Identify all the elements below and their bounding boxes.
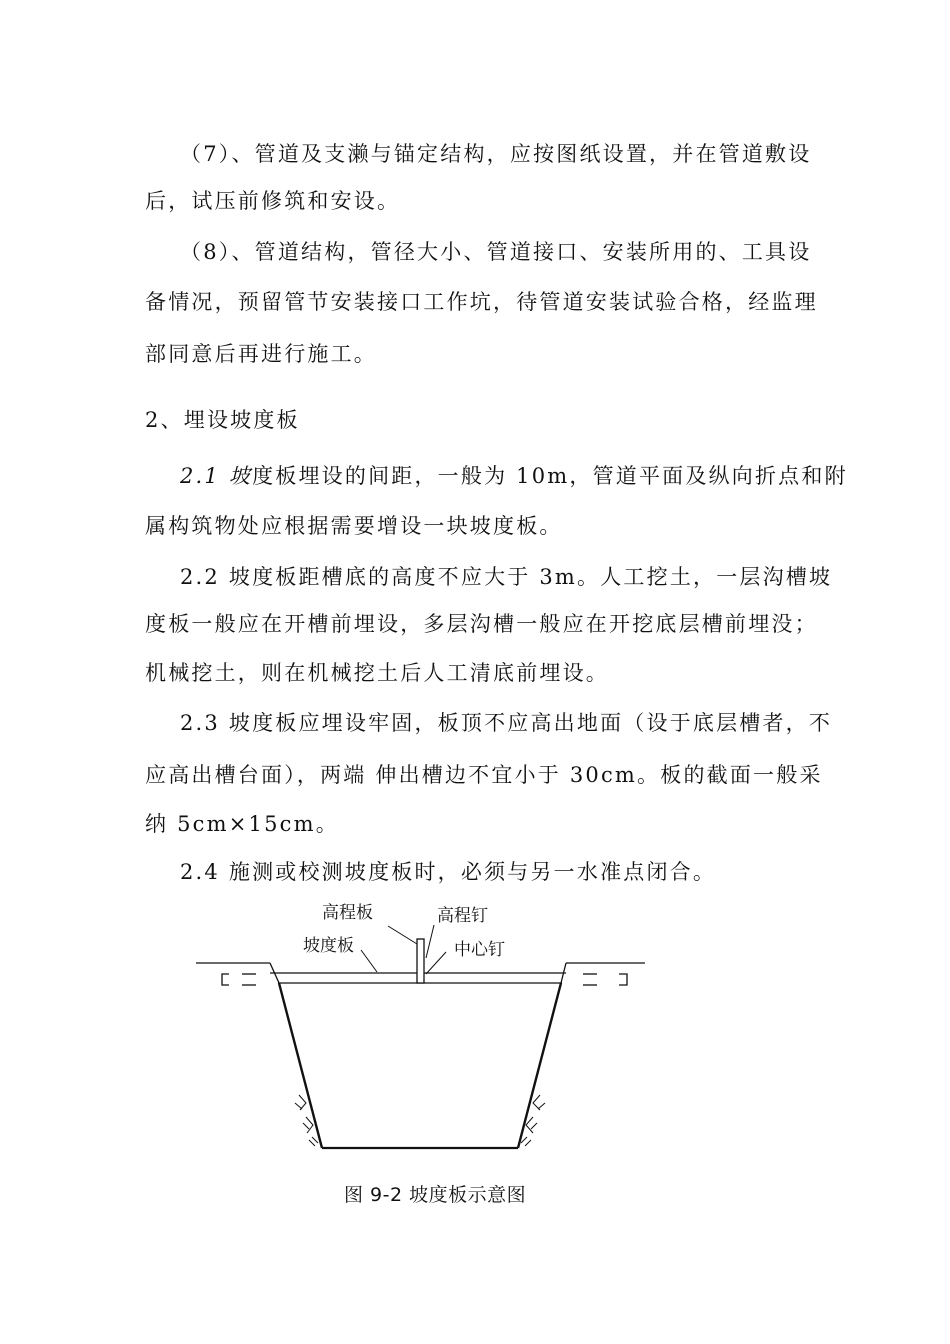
leader-elevation-board	[388, 926, 417, 944]
section-2-1-line-2: 属构筑物处应根据需要增设一块坡度板。	[145, 514, 563, 538]
left-bracket	[222, 974, 229, 985]
section-2-3-line-3: 纳 5cm×15cm。	[145, 812, 339, 836]
paragraph-8-line-2: 备情况，预留管节安装接口工作坑，待管道安装试验合格，经监理	[145, 290, 818, 314]
figure-caption: 图 9-2 坡度板示意图	[344, 1184, 527, 1206]
leader-elevation-nail	[426, 925, 434, 958]
section-2-2-line-3: 机械挖土，则在机械挖土后人工清底前埋设。	[145, 661, 609, 685]
label-center-nail: 中心钉	[454, 940, 505, 960]
section-2-1-prefix: 2.1 坡	[180, 464, 253, 488]
paragraph-7-line-1: （7）、管道及支濑与锚定结构，应按图纸设置，并在管道敷设	[180, 142, 812, 166]
section-2-2-line-2: 度板一般应在开槽前埋设，多层沟槽一般应在开挖底层槽前埋没；	[145, 612, 818, 636]
paragraph-8-line-3: 部同意后再进行施工。	[145, 342, 377, 366]
section-2-3-line-2: 应高出槽台面），两端 伸出槽边不宜小于 30cm。板的截面一般采	[145, 763, 823, 787]
section-2-3-line-1: 2.3 坡度板应埋设牢固，板顶不应高出地面（设于底层槽者，不	[180, 711, 833, 735]
leader-grade-board	[361, 950, 377, 972]
section-2-4-line-1: 2.4 施测或校测坡度板时，必须与另一水准点闭合。	[180, 860, 717, 884]
trench-right-wall	[518, 983, 561, 1148]
section-2-1-line-1-rest: 度板埋设的间距，一般为 10m，管道平面及纵向折点和附	[252, 464, 848, 488]
label-grade-board: 坡度板	[303, 936, 354, 956]
label-elevation-nail: 高程钉	[437, 906, 488, 926]
trench-left-wall	[279, 983, 322, 1148]
section-2-2-line-1: 2.2 坡度板距槽底的高度不应大于 3m。人工挖土，一层沟槽坡	[180, 565, 833, 589]
label-elevation-board: 高程板	[322, 903, 373, 923]
leader-center-nail	[426, 952, 446, 974]
section-heading: 2、埋设坡度板	[145, 408, 300, 432]
elevation-board	[417, 939, 424, 983]
paragraph-7-line-2: 后，试压前修筑和安设。	[145, 189, 401, 213]
right-bracket	[619, 974, 627, 985]
paragraph-8-line-1: （8）、管道结构，管径大小、管道接口、安装所用的、工具设	[180, 240, 812, 264]
